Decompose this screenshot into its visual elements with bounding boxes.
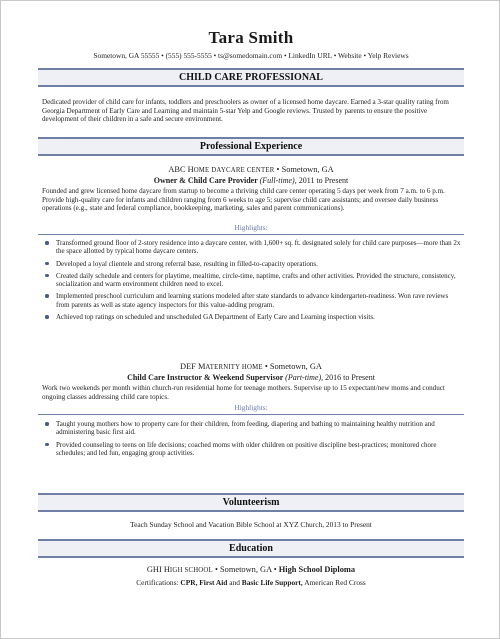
experience-heading: Professional Experience [38, 137, 464, 156]
job-1-role-type: (Full-time), [259, 176, 297, 185]
job-1-highlights-list [42, 239, 462, 325]
cert-org: American Red Cross [302, 578, 366, 587]
certifications [1, 578, 500, 587]
job-1-company [1, 165, 500, 174]
job-2-role-type: (Part-time), [285, 373, 324, 382]
job-2-location: • Sometown, GA [262, 362, 322, 371]
highlight-text: Achieved top ratings on scheduled and unscheduled GA Department of Early Care and Learning inspection visits. [56, 313, 375, 322]
job-2-company-name: ATERNITY HOME [205, 364, 263, 371]
candidate-name: Tara Smith [208, 28, 294, 47]
bullet-icon [45, 443, 49, 447]
highlight-text: Created daily schedule and centers for playtime, mealtime, circle-time, naptime, crafts and other activities. Provided the structure, consistency, socialization and warm environment children need to excel. [56, 271, 456, 289]
highlight-text: Provided counseling to teens on life decisions; coached moms with older children on positive discipline best-practices; monitored chore schedules; and led fun, engaging group activities. [56, 440, 437, 457]
list-item [42, 292, 462, 309]
job-2-role [1, 373, 500, 382]
list-item [42, 441, 462, 458]
bullet-icon [45, 422, 49, 426]
job-1-highlights-label: Highlights: [234, 223, 268, 232]
bullet-icon [45, 262, 49, 266]
job-1-dates: 2011 to Present [296, 176, 349, 185]
list-item [42, 313, 462, 321]
list-item [42, 272, 462, 289]
bullet-icon [45, 241, 49, 245]
diploma: High School Diploma [278, 565, 356, 574]
job-2-role-title: Child Care Instructor & Weekend Supervisor [127, 373, 286, 382]
bullet-icon [45, 315, 49, 319]
professional-title-bar: CHILD CARE PROFESSIONAL [38, 68, 464, 87]
job-2-highlights-label: Highlights: [234, 403, 268, 412]
list-item [42, 420, 462, 437]
bullet-icon [45, 294, 49, 298]
highlight-text: Developed a loyal clientele and strong referral base, resulting in filled-to-capacity operations. [56, 259, 318, 268]
job-1-highlights-rule [38, 234, 464, 235]
cert-cpr: CPR, First Aid [180, 578, 228, 587]
school-location: • Sometown, GA • [212, 565, 279, 574]
certifications-label: Certifications: [136, 578, 181, 587]
highlight-text: Implemented preschool curriculum and learning stations modeled after state standards to advance kindergarten-readiness. Won rave reviews from parents as well as state agency inspectors for this value-adding program. [56, 292, 449, 309]
job-1-role-title: Owner & Child Care Provider [153, 176, 260, 185]
highlight-text: Transformed ground floor of 2-story residence into a daycare center, with 1,600+ sq. ft. designated solely for child care purposes—more than 2x the space allotted by typical home daycare centers. [56, 239, 461, 256]
job-1-location: • Sometown, GA [274, 165, 334, 174]
job-2-description: Work two weekends per month within church-run residential home for teenage mothers. Supervise up to 15 expectant/new moms and conduct ongoing classes addressing child care topics. [42, 384, 445, 401]
cert-bls: Basic Life Support, [241, 578, 303, 587]
job-1-company-name: OME DAYCARE CENTER [193, 167, 275, 174]
job-2-highlights-list [42, 420, 462, 461]
job-2-highlights-rule [38, 414, 464, 415]
list-item [42, 260, 462, 268]
school-name: IGH SCHOOL [169, 567, 213, 574]
job-1-role [1, 176, 500, 185]
job-2-company-initial: DEF M [180, 362, 206, 371]
job-1-description: Founded and grew licensed home daycare from startup to become a thriving child care center operating 5 days per week from 7 a.m. to 6 p.m. Provide high-quality care for infants and children ranging from 6 weeks to age 5; supervise child care assistants; and oversee daily business operations (e.g., state and federal compliance, bookkeeping, marketing, sales and parent communications). [42, 187, 445, 213]
education-heading: Education [38, 539, 464, 558]
education-school [1, 565, 500, 574]
highlight-text: Taught young mothers how to property care for their children, from feeding, diapering and bathing to maintaining healthy nutrition and administering basic first aid. [56, 420, 435, 437]
volunteerism-heading: Volunteerism [38, 493, 464, 512]
contact-line: Sometown, GA 55555 • (555) 555-5555 • ts@somedomain.com • LinkedIn URL • Website • Yelp Reviews [93, 51, 409, 60]
list-item [42, 239, 462, 256]
bullet-icon [45, 274, 49, 278]
summary-paragraph: Dedicated provider of child care for infants, toddlers and preschoolers as owner of a licensed home daycare. Earned a 3-star quality rating from Georgia Department of Early Care and Learning and maintain 5-star Yelp and Google reviews. Trusted by parents to ensure the positive development of their children in a safe and secure environment. [42, 98, 449, 124]
job-2-company [1, 362, 500, 371]
school-initial: GHI H [146, 565, 170, 574]
cert-and: and [227, 578, 242, 587]
volunteerism-text: Teach Sunday School and Vacation Bible School at XYZ Church, 2013 to Present [130, 520, 372, 529]
job-2-dates: 2016 to Present [323, 373, 375, 382]
job-1-company-initial: ABC H [168, 165, 194, 174]
